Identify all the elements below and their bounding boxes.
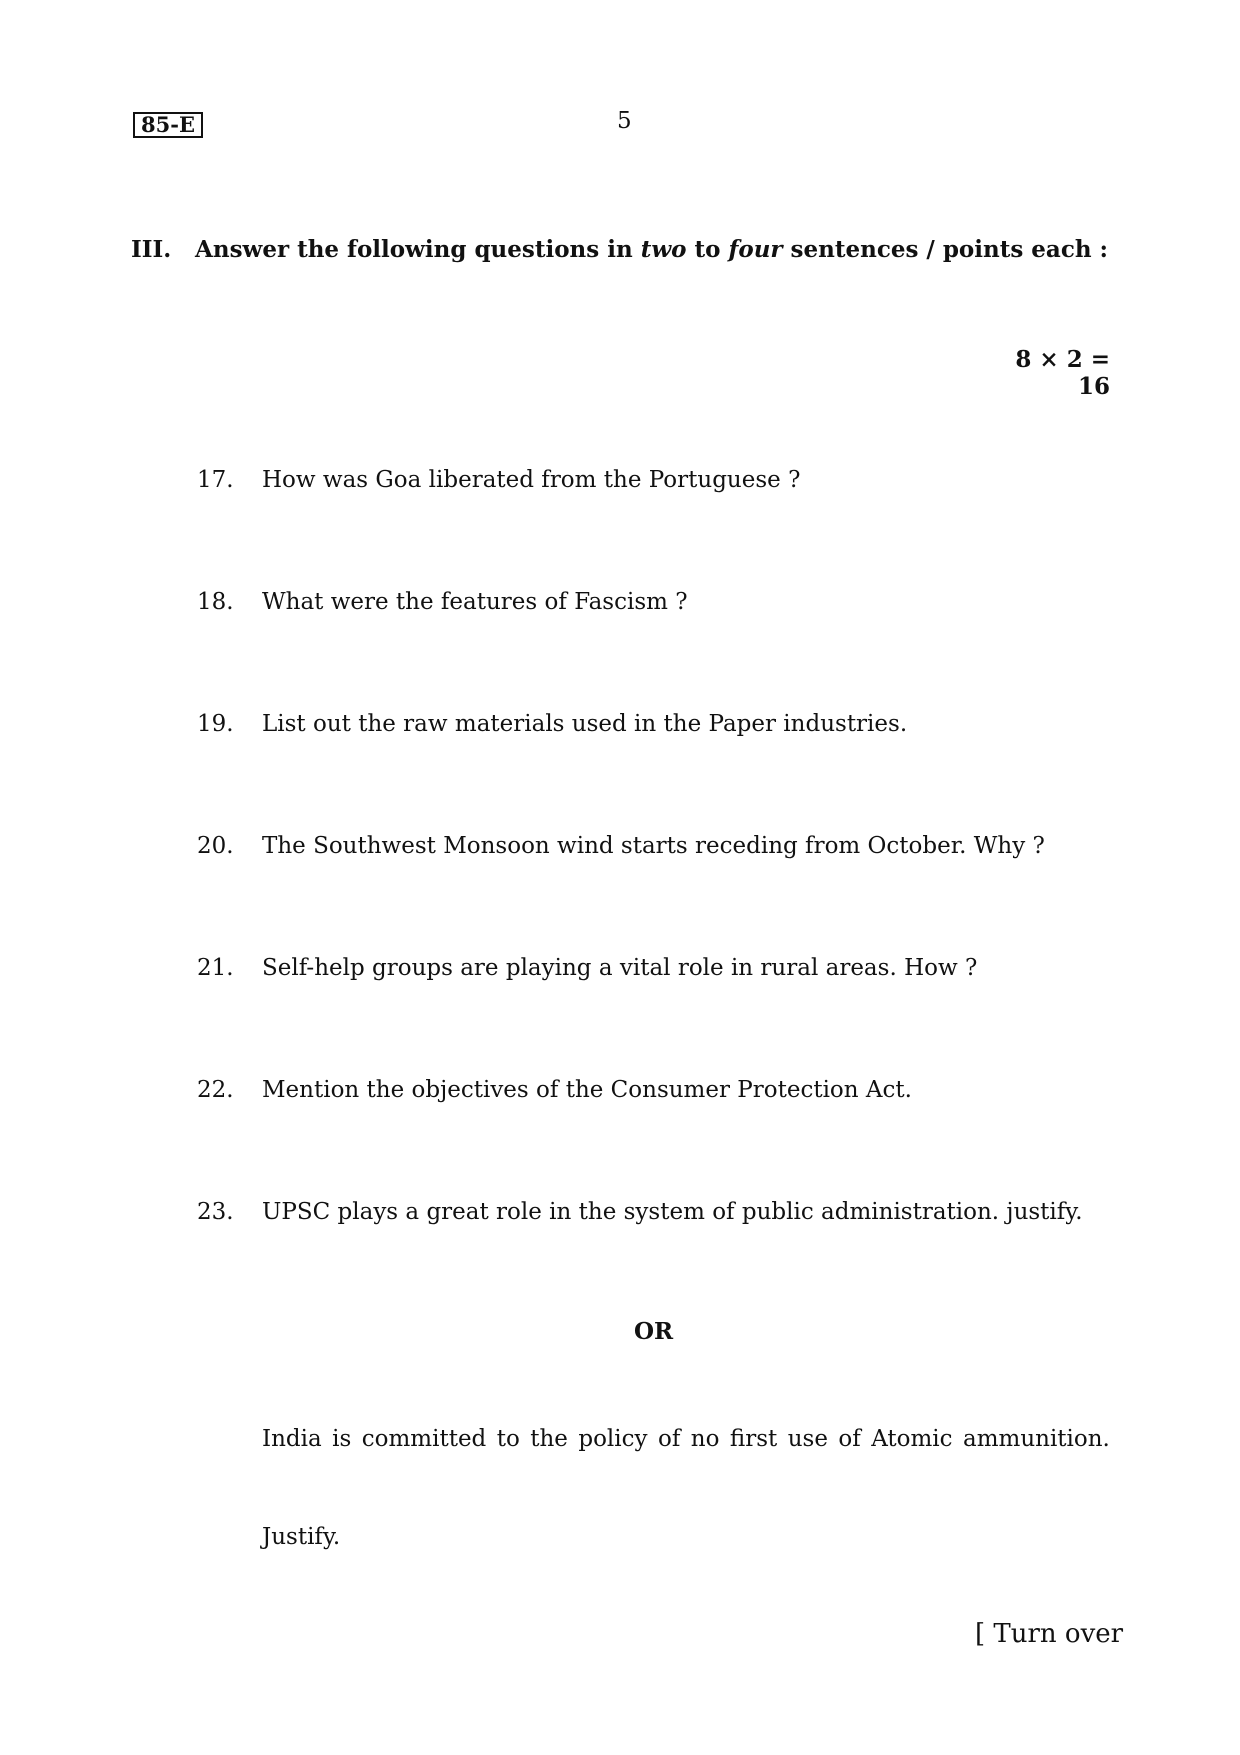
page-number: 5 [617, 108, 632, 134]
question-text: The Southwest Monsoon wind starts receding from October. Why ? [262, 833, 1045, 859]
word: of [657, 1426, 681, 1452]
question-text: Self-help groups are playing a vital role in rural areas. How ? [262, 955, 978, 981]
alternative-question-line2: Justify. [262, 1524, 341, 1550]
question-text: Mention the objectives of the Consumer Protection Act. [262, 1077, 912, 1103]
word: the [530, 1426, 568, 1452]
word: policy [578, 1426, 648, 1452]
word: India [262, 1426, 322, 1452]
section-number: III. [131, 236, 172, 263]
question-number: 23. [197, 1199, 234, 1225]
question-text: List out the raw materials used in the Paper industries. [262, 711, 908, 737]
turn-over-note: [ Turn over [975, 1619, 1124, 1649]
paper-code-box: 85-E [133, 112, 203, 138]
word: ammunition. [962, 1426, 1110, 1452]
word: Atomic [871, 1426, 953, 1452]
word: is [332, 1426, 352, 1452]
word: first [729, 1426, 778, 1452]
section-instruction: Answer the following questions in two to four sentences / points each : [195, 236, 1109, 263]
word: committed [361, 1426, 487, 1452]
section-marks: 8 × 2 = 16 [1015, 346, 1110, 400]
or-separator: OR [634, 1318, 674, 1345]
question-number: 20. [197, 833, 234, 859]
question-number: 18. [197, 589, 234, 615]
word: to [496, 1426, 520, 1452]
alternative-question-line1 [262, 1426, 1110, 1452]
question-text: How was Goa liberated from the Portuguese ? [262, 467, 801, 493]
question-number: 19. [197, 711, 234, 737]
word: use [787, 1426, 828, 1452]
question-text: UPSC plays a great role in the system of public administration. justify. [262, 1199, 1083, 1225]
question-number: 21. [197, 955, 234, 981]
question-number: 17. [197, 467, 234, 493]
word: no [690, 1426, 720, 1452]
question-number: 22. [197, 1077, 234, 1103]
question-text: What were the features of Fascism ? [262, 589, 688, 615]
word: of [838, 1426, 861, 1452]
